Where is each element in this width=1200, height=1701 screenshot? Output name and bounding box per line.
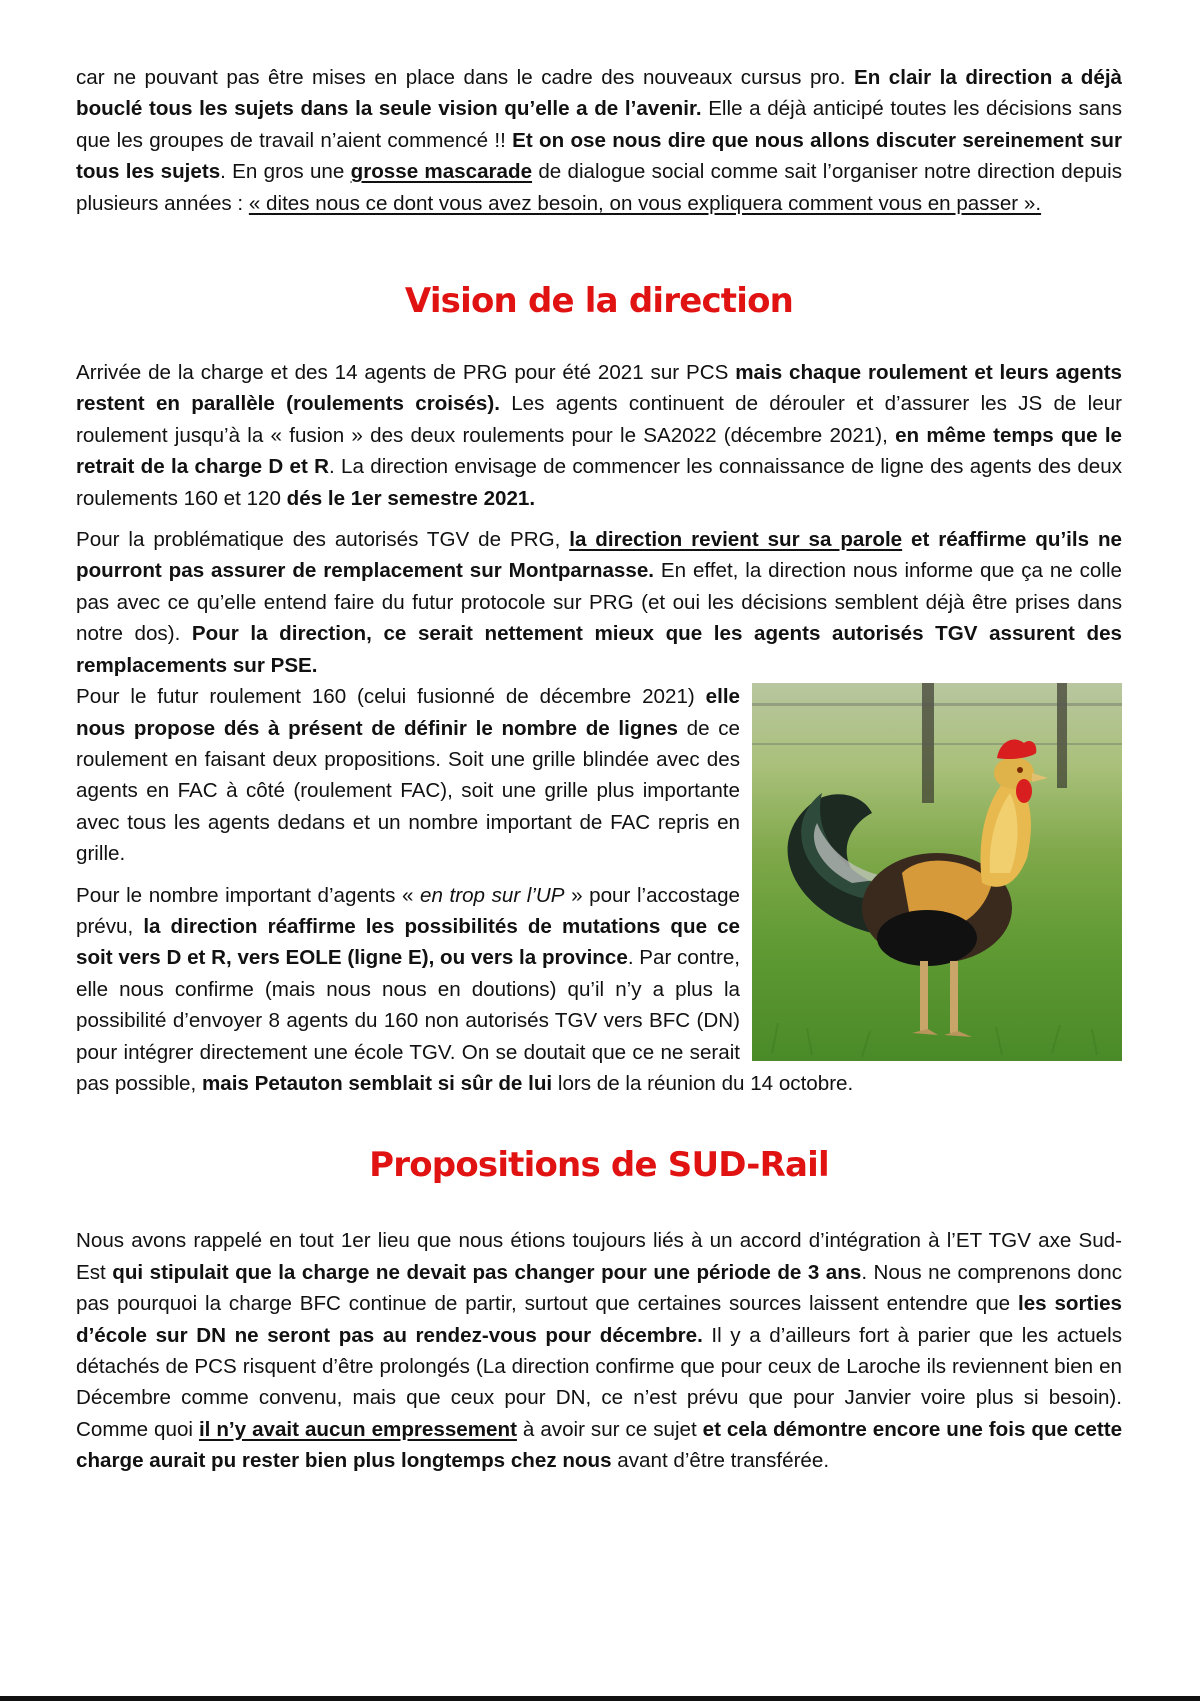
bold-text-run: En clair la direction a déjà bouclé tous les sujets dans la seule vision qu’elle a de l’avenir.: [76, 66, 1122, 121]
text-run: Pour la problématique des autorisés TGV de PRG,: [76, 528, 570, 552]
text-run: . Nous ne comprenons donc pas pourquoi la charge BFC continue de partir, surtout que certaines sources laissent entendre que: [76, 1260, 1123, 1316]
text-run: . En gros une: [220, 160, 351, 184]
text-run: En effet, la direction nous informe que ça ne colle pas avec ce qu’elle entend faire du futur protocole sur PRG (et oui les décisions semblent déjà être prises dans notre dos).: [76, 559, 1122, 646]
bold-text-run: il n’y avait aucun empressement: [198, 1417, 517, 1441]
text-run: Elle a déjà anticipé toutes les décisions sans que les groupes de travail n’aient commencé !!: [76, 97, 1122, 152]
text-run: de ce roulement en faisant deux propositions. Soit une grille blindée avec des agents en FAC à côté (roulement FAC), soit une grille plus importante avec tous les agents dedans et un nombre important de FAC repris en grille.: [76, 716, 740, 866]
text-run: en trop sur l’UP: [420, 883, 565, 907]
text-run: Nous avons rappelé en tout 1er lieu que nous étions toujours liés à un accord d’intégration à l’ET TGV axe Sud-Est: [76, 1229, 1122, 1284]
text-run: « dites nous ce dont vous avez besoin, on vous expliquera comment vous en passer ».: [248, 191, 1042, 215]
bold-text-run: elle nous propose dés à présent de définir le nombre de lignes: [76, 685, 740, 740]
text-run: . Par contre, elle nous confirme (mais nous nous en doutions) qu’il n’y a plus la possibilité d’envoyer 8 agents du 160 non autorisés TGV vers BFC (DN) pour intégrer directement une école TGV. On se doutait que ce ne serait pas possible,: [76, 946, 741, 1095]
text-run: Les agents continuent de dérouler et d’assurer les JS de leur roulement jusqu’à la « fusion » des deux roulements pour le SA2022 (décembre 2021),: [76, 392, 1122, 447]
bold-text-run: et réaffirme qu’ils ne pourront pas assurer de remplacement sur Montparnasse.: [76, 528, 1122, 583]
rooster-illustration: [752, 683, 1122, 1061]
text-run: Arrivée de la charge et des 14 agents de PRG pour été 2021 sur PCS: [76, 361, 736, 385]
text-run: Pour le nombre important d’agents «: [76, 883, 421, 907]
text-run: Il y a d’ailleurs fort à parier que les actuels détachés de PCS risquent d’être prolongés (La direction confirme que pour ceux de Laroche ils reviennent bien en Décembre comme convenu, mais que ceux pour DN, ce n’est prévu que pour Janvier voire plus si besoin). Comme quoi: [76, 1323, 1122, 1441]
bold-text-run: grosse mascarade: [350, 160, 533, 184]
bold-text-run: Et on ose nous dire que nous allons discuter sereinement sur tous les sujets: [76, 128, 1122, 184]
text-run: avant d’être transférée.: [611, 1449, 830, 1473]
text-run: à avoir sur ce sujet: [516, 1417, 703, 1441]
text-run: . La direction envisage de commencer les connaissance de ligne des agents des deux roulements 160 et 120: [76, 455, 1123, 510]
propositions-paragraph-1: [76, 1225, 1122, 1476]
text-run: lors de la réunion du 14 octobre.: [552, 1071, 854, 1095]
bold-text-run: mais chaque roulement et leurs agents restent en parallèle (roulements croisés).: [76, 361, 1123, 416]
bold-text-run: qui stipulait que la charge ne devait pas changer pour une période de 3 ans: [112, 1260, 862, 1284]
bold-text-run: les sorties d’école sur DN ne seront pas au rendez-vous pour décembre.: [76, 1292, 1122, 1347]
text-run: » pour l’accostage prévu,: [76, 883, 740, 938]
vision-paragraph-1: [76, 357, 1122, 514]
text-run: car ne pouvant pas être mises en place dans le cadre des nouveaux cursus pro.: [76, 66, 854, 89]
vision-paragraph-2: [76, 524, 1122, 681]
intro-paragraph: [76, 62, 1122, 219]
section-title-vision: Vision de la direction: [404, 281, 794, 322]
bold-text-run: dés le 1er semestre 2021.: [286, 486, 536, 510]
text-run: de dialogue social comme sait l’organiser notre direction depuis plusieurs années :: [76, 160, 1122, 215]
bold-text-run: et cela démontre encore une fois que cette charge aurait pu rester bien plus longtemps chez nous: [76, 1417, 1123, 1473]
page-bottom-rule: [0, 1696, 1200, 1701]
bold-text-run: en même temps que le retrait de la charge D et R: [76, 423, 1123, 479]
bold-text-run: la direction réaffirme les possibilités de mutations que ce soit vers D et R, vers EOLE (ligne E), ou vers la province: [76, 914, 740, 970]
bold-text-run: mais Petauton semblait si sûr de lui: [201, 1071, 553, 1095]
document-page: [76, 62, 1122, 1477]
section-title-propositions: Propositions de SUD-Rail: [369, 1145, 829, 1186]
rooster-photo: [752, 683, 1122, 1061]
text-run: Pour le futur roulement 160 (celui fusionné de décembre 2021): [76, 685, 706, 709]
bold-text-run: Pour la direction, ce serait nettement mieux que les agents autorisés TGV assurent des remplacements sur PSE.: [76, 622, 1122, 677]
bold-text-run: la direction revient sur sa parole: [569, 528, 903, 552]
